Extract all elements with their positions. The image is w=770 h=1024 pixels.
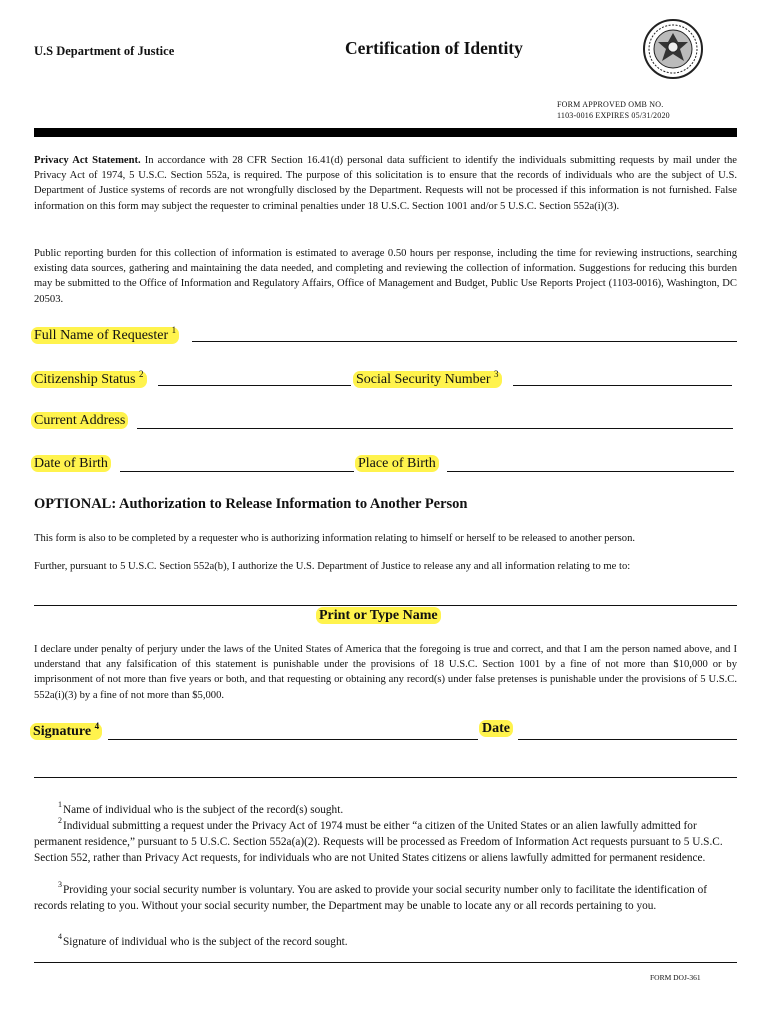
pob-field[interactable] xyxy=(447,471,734,472)
department-name: U.S Department of Justice xyxy=(34,44,175,58)
ssn-field[interactable] xyxy=(513,385,732,386)
dob-label: Date of Birth xyxy=(31,456,111,472)
footnote-divider xyxy=(34,777,737,778)
bottom-divider xyxy=(34,962,737,963)
footnote-3: $^3$Providing your social security number is voluntary. You are asked to provide your social security number only to facilitate the identification of records relating to you. Without your social security number, the Department may be unable to locate any or all records pertaining to you. xyxy=(34,880,707,912)
address-label: Current Address xyxy=(31,413,128,429)
date-label: Date xyxy=(479,721,513,737)
citizenship-label: Citizenship Status $^2$ xyxy=(31,369,147,388)
burden-statement: Public reporting burden for this collection of information is estimated to average 0.50 hours per response, including the time for reviewing instructions, searching existing data sources, gathering and maintaining the data needed, and completing and reviewing the collection of information. Suggestions for reducing this burden may be submitted to the Office of Information and Regulatory Affairs, Office of Management and Budget, Public Use Reports Project (1103-0016), Washington, DC 20503. xyxy=(34,248,737,305)
perjury-declaration: I declare under penalty of perjury under the laws of the United States of America that the foregoing is true and correct, and that I am the person named above, and I understand that any falsification of this statement is punishable under the provisions of 18 U.S.C. Section 1001 by a fine of not more than $10,000 or by imprisonment of not more than five years or both, and that requesting or obtaining any record(s) under false pretenses is punishable under the provisions of 5 U.S.C. 552a(i)(3) by a fine of not more than $5,000. xyxy=(34,644,737,701)
full-name-field[interactable] xyxy=(192,341,737,342)
pob-label: Place of Birth xyxy=(355,456,439,472)
form-title: Certification of Identity xyxy=(345,38,523,58)
citizenship-field[interactable] xyxy=(158,385,351,386)
header-divider xyxy=(34,128,737,137)
signature-label: Signature $^4$ xyxy=(30,721,102,740)
date-field[interactable] xyxy=(518,739,737,740)
privacy-heading: Privacy Act Statement. xyxy=(34,155,141,166)
form-number: FORM DOJ-361 xyxy=(650,973,701,982)
privacy-text: In accordance with 28 CFR Section 16.41(d) personal data sufficient to identify the individuals submitting requests by mail under the Privacy Act of 1974, 5 U.S.C. Section 552a, is required. The purpose of this solicitation is to ensure that the records of individuals who are the subject of U.S. Department of Justice systems of records are not wrongfully disclosed by the Department. Requests will not be processed if this information is not furnished. False information on this form may subject the requester to criminal penalties under 18 U.S.C. Section 1001 and/or 5 U.S.C. Section 552a(i)(3). xyxy=(34,155,737,212)
ssn-label: Social Security Number $^3$ xyxy=(353,369,502,388)
omb-expiry-line: 1103-0016 EXPIRES 05/31/2020 xyxy=(557,111,670,120)
authorization-text: Further, pursuant to 5 U.S.C. Section 552a(b), I authorize the U.S. Department of Justice to release any and all information relating to me to: xyxy=(34,561,631,572)
omb-line: FORM APPROVED OMB NO. xyxy=(557,100,664,109)
optional-heading: OPTIONAL: Authorization to Release Information to Another Person xyxy=(34,496,468,512)
address-field[interactable] xyxy=(137,428,733,429)
footnote-2: $^2$Individual submitting a request under the Privacy Act of 1974 must be either “a citizen of the United States or an alien lawfully admitted for permanent residence,” pursuant to 5 U.S.C. Section 552a(a)(2). Requests will be processed as Freedom of Information Act requests pursuant to 5 U.S.C. Section 552, rather than Privacy Act requests, for individuals who are not United States citizens or aliens lawfully admitted for permanent residence. xyxy=(34,816,723,864)
print-name-label: Print or Type Name xyxy=(316,608,441,624)
privacy-act-statement xyxy=(34,153,737,214)
full-name-label: Full Name of Requester $^1$ xyxy=(31,325,179,344)
optional-note: This form is also to be completed by a requester who is authorizing information relating to himself or herself to be released to another person. xyxy=(34,533,636,544)
omb-approval xyxy=(557,99,670,121)
recipient-name-field[interactable] xyxy=(34,605,737,606)
doj-seal-icon xyxy=(642,18,704,80)
footnote-1: $^1$Name of individual who is the subject of the record(s) sought. xyxy=(58,800,344,816)
dob-field[interactable] xyxy=(120,471,354,472)
signature-field[interactable] xyxy=(108,739,478,740)
footnote-4: $^4$Signature of individual who is the subject of the record sought. xyxy=(58,932,348,948)
